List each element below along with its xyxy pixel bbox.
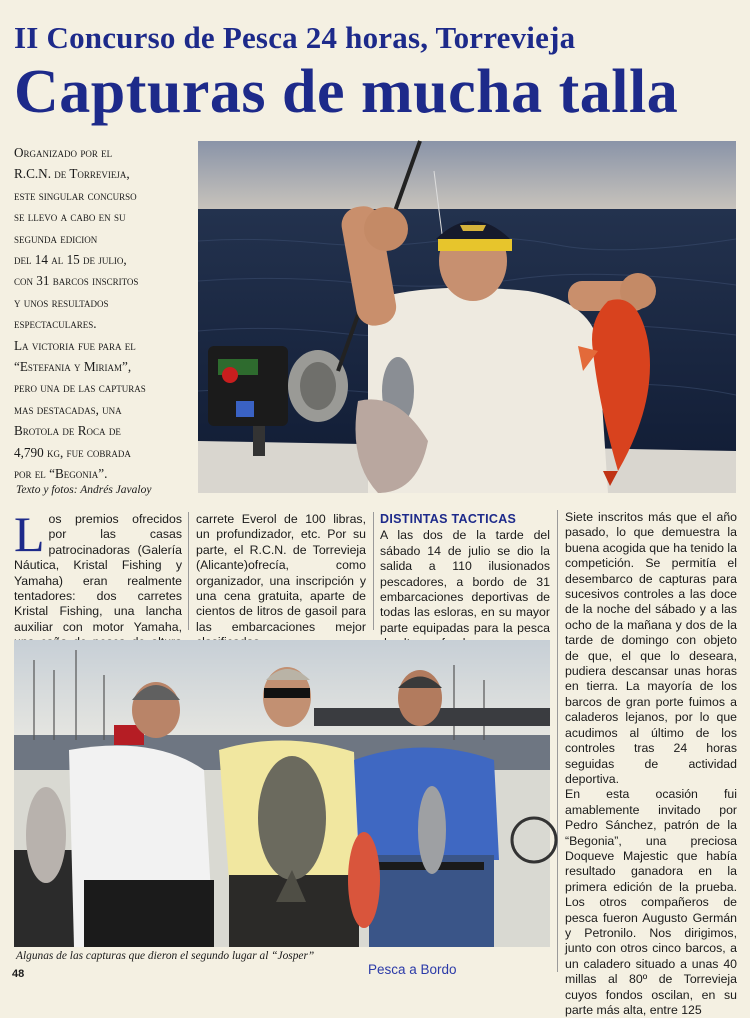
- article-headline: Capturas de mucha talla: [14, 58, 679, 126]
- photo-credit: Texto y fotos: Andrés Javaloy: [16, 484, 152, 496]
- photo-angler-on-boat: [198, 141, 736, 493]
- photo-three-anglers-marina: [14, 640, 550, 947]
- intro-line: con 31 barcos inscritos: [14, 273, 139, 289]
- section-heading: DISTINTAS TACTICAS: [380, 512, 517, 526]
- intro-line: Brotola de Roca de: [14, 423, 121, 439]
- intro-line: pero una de las capturas: [14, 380, 146, 396]
- intro-line: 4,790 kg, fue cobrada: [14, 444, 131, 460]
- drop-cap: L: [14, 506, 45, 562]
- article-kicker: II Concurso de Pesca 24 horas, Torrevieja: [14, 20, 576, 55]
- column-divider: [557, 510, 558, 972]
- intro-line: R.C.N. de Torrevieja,: [14, 166, 130, 182]
- body-paragraph: Siete inscritos más que el año pasado, lo que demuestra la buena acogida que ha tenido la competición. Se permitía el desembarco de capturas para sucesivos controles a las doce de la noche del sábado y a las ocho de la mañana y dos de la tarde de domingo con objeto de que, el que lo deseara, pudiera descansar unas horas en tierra. La mayoría de los barcos de gran porte fuimos a caladeros lejanos, por lo que acudimos al último de los controles tras 24 horas seguidas de actividad deportiva.: [565, 510, 737, 786]
- magazine-name: Pesca a Bordo: [368, 962, 457, 977]
- body-text: A las dos de la tarde del sábado 14 de julio se dio la salida a 110 ilusionados pescadores, a bordo de 31 embarcaciones deportivas de todas las esloras, en su mayor parte equipadas para la pesca: [380, 528, 550, 635]
- intro-line: “Estefania y Miriam”,: [14, 359, 132, 375]
- body-column-4: [565, 510, 737, 1018]
- intro-line: y unos resultados: [14, 294, 109, 310]
- intro-line: segunda edicion: [14, 230, 98, 246]
- intro-line: por el “Begonia”.: [14, 466, 108, 482]
- body-text: carrete Everol de 100 libras, un profundizador, etc. Por su parte, el R.C.N. de Torrevieja (Alicante)ofrecía, como organizador, una inscripción y una cena gratuita, aparte de cientos de litros de gasoil para las embarcaciones mejor: [196, 512, 366, 634]
- page-number: 48: [12, 968, 25, 980]
- body-column-2: [196, 512, 366, 651]
- body-column-3: [380, 512, 550, 652]
- body-text: os premios ofrecidos por las casas patrocinadoras (Galería Náutica, Kristal Fishing y Yamaha) eran realmente tentadores: dos carretes Kristal Fishing, una lancha auxiliar con motor Yamaha,: [14, 512, 182, 634]
- intro-standfirst: [14, 142, 190, 485]
- column-divider: [188, 512, 189, 630]
- photo-caption: Algunas de las capturas que dieron el segundo lugar al “Josper”: [16, 950, 315, 962]
- body-paragraph: En esta ocasión fui amablemente invitado por Pedro Sánchez, patrón de la “Begonia”, una preciosa Doqueve Majestic que había resultado ganadora en la primera edición de la prueba. Los otros compañeros de pesca fueron Augusto Germán y Petronilo. Nos dirigimos, junto con otros cinco barcos, a un caladero situado a unas 40 millas al 80º de Torrevieja cuyos fondos oscilan, en su parte más alta, entre 125: [565, 787, 737, 1017]
- intro-line: del 14 al 15 de julio,: [14, 252, 127, 268]
- intro-line: espectaculares.: [14, 316, 97, 332]
- intro-line: La victoria fue para el: [14, 337, 136, 353]
- intro-line: mas destacadas, una: [14, 401, 122, 417]
- column-divider: [373, 512, 374, 630]
- intro-line: se llevo a cabo en su: [14, 209, 126, 225]
- intro-line: este singular concurso: [14, 187, 137, 203]
- intro-line: Organizado por el: [14, 145, 113, 160]
